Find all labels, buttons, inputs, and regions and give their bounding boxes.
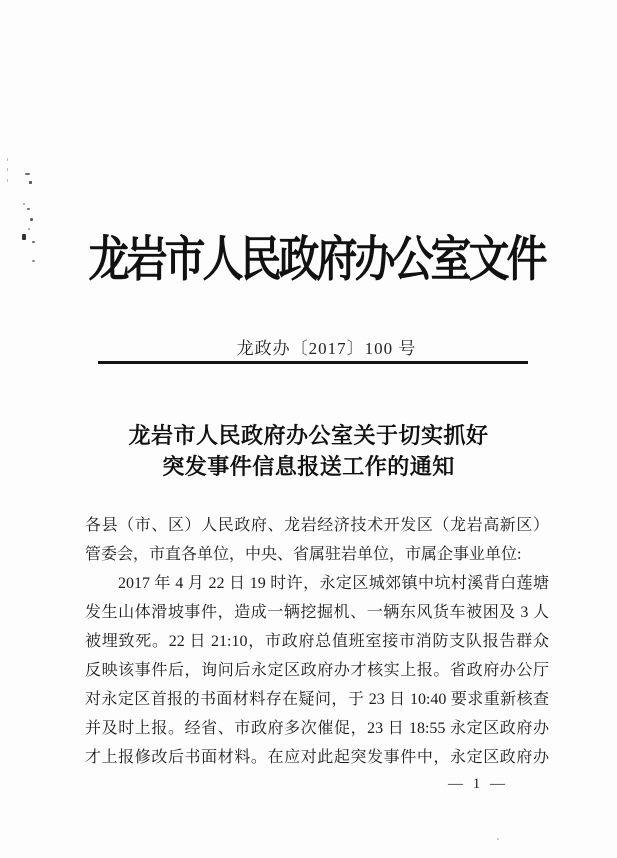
paragraph-line: 被埋致死。22 日 21:10，市政府总值班室接市消防支队报告群众 — [85, 633, 549, 650]
masthead-title: 龙岩市人民政府办公室文件 — [88, 231, 545, 287]
scan-speck — [497, 838, 499, 840]
paragraph-line: 才上报修改后书面材料。在应对此起突发事件中，永定区政府办 — [85, 749, 549, 766]
notice-title-line1: 龙岩市人民政府办公室关于切实抓好 — [128, 423, 489, 448]
scan-speck — [7, 158, 8, 161]
paragraph-line: 2017 年 4 月 22 日 19 时许，永定区城郊镇中坑村溪背白莲塘 — [118, 575, 549, 592]
body-text — [85, 511, 549, 772]
paragraph-line: 并及时上报。经省、市政府多次催促，23 日 18:55 永定区政府办 — [85, 720, 549, 737]
scan-speck — [29, 181, 32, 184]
notice-title-line2: 突发事件信息报送工作的通知 — [162, 454, 455, 479]
paragraph-line: 发生山体滑坡事件，造成一辆挖掘机、一辆东风货车被困及 3 人 — [85, 604, 549, 621]
scan-speck — [27, 208, 30, 210]
page-number: — 1 — — [448, 776, 508, 792]
scan-speck — [23, 203, 25, 205]
scan-speck — [25, 173, 30, 175]
recipients-line: 各县（市、区）人民政府、龙岩经济技术开发区（龙岩高新区） — [85, 517, 549, 534]
document-number: 龙政办〔2017〕100 号 — [236, 339, 417, 358]
paragraph-line: 对永定区首报的书面材料存在疑问，于 23 日 10:40 要求重新核查 — [85, 691, 549, 708]
scan-speck — [7, 179, 8, 182]
masthead-divider-rule — [98, 361, 528, 364]
notice-title — [0, 420, 617, 482]
scan-speck — [7, 168, 8, 171]
paragraph-line: 反映该事件后，询问后永定区政府办才核实上报。省政府办公厅 — [85, 662, 549, 679]
recipients-line: 管委会，市直各单位，中央、省属驻岩单位，市属企事业单位: — [85, 546, 522, 563]
